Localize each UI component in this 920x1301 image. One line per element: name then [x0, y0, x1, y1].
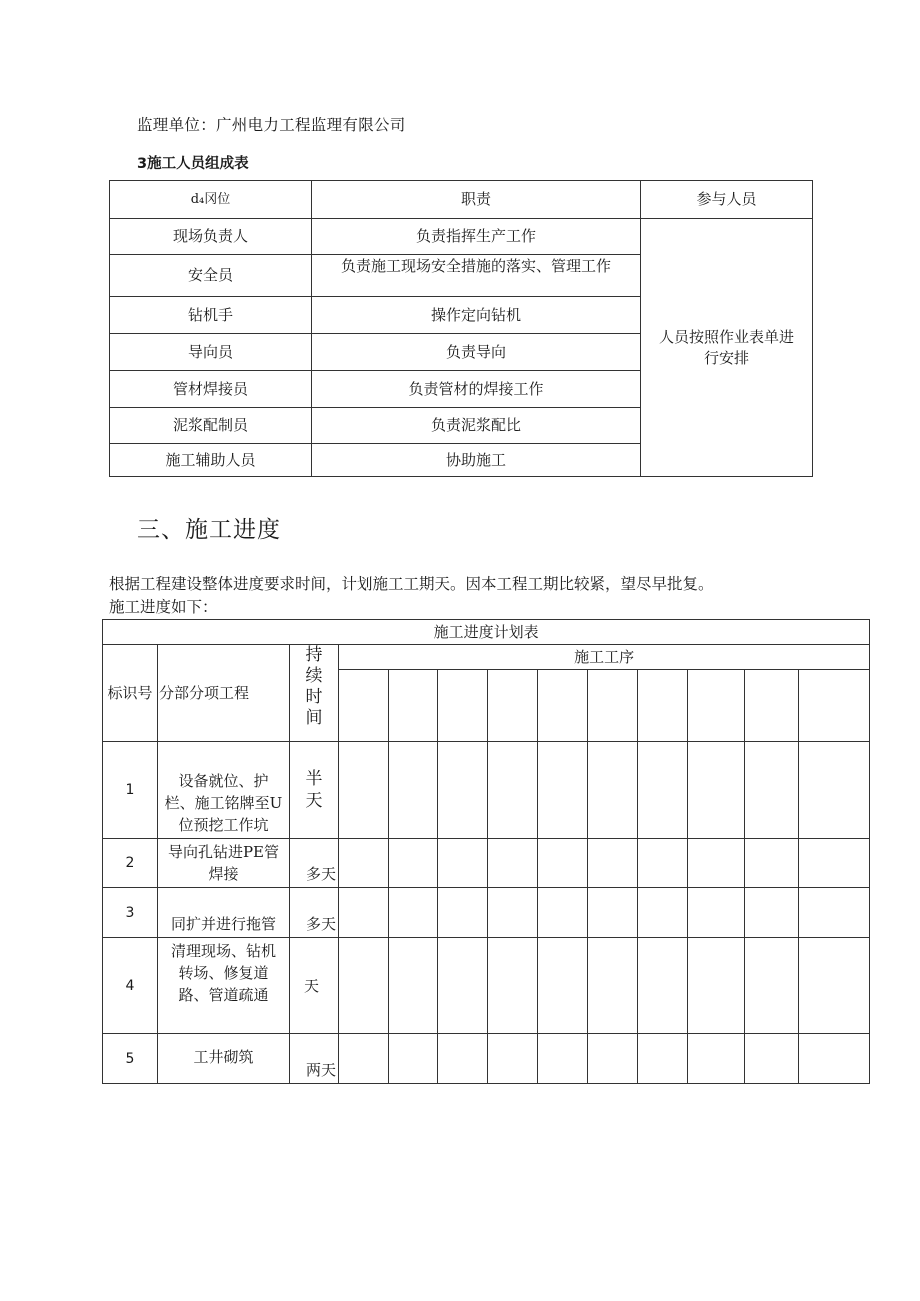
- participants-note-line2: 行安排: [703, 348, 749, 367]
- duration-cell: 多天: [290, 839, 339, 888]
- process-cell: [339, 938, 389, 1034]
- schedule-title: 施工进度计划表: [103, 620, 870, 645]
- process-cell: [339, 742, 389, 839]
- process-cell: [538, 938, 588, 1034]
- process-cell: [488, 1034, 538, 1084]
- process-cell: [438, 938, 488, 1034]
- process-cell: [389, 742, 438, 839]
- header-id: 标识号: [103, 645, 158, 742]
- process-cell: [538, 670, 588, 742]
- paragraph-line1: 根据工程建设整体进度要求时间，计划施工工期天。因本工程工期比较紧，望尽早批复。: [109, 575, 714, 593]
- process-cell: [688, 742, 745, 839]
- process-cell: [799, 742, 870, 839]
- header-duration: [290, 645, 339, 742]
- duration-char: 间: [305, 708, 323, 728]
- participants-note-line1: 人员按照作业表单进: [658, 327, 794, 346]
- schedule-row: [103, 742, 870, 839]
- duty-cell: 负责施工现场安全措施的落实、管理工作: [312, 255, 641, 297]
- duty-cell: 负责指挥生产工作: [312, 219, 641, 255]
- item-cell: [158, 938, 290, 1034]
- process-cell: [638, 742, 688, 839]
- header-item: 分部分项工程: [158, 645, 290, 742]
- schedule-row: [103, 938, 870, 1034]
- process-cell: [688, 670, 745, 742]
- duration-line: 半: [305, 769, 323, 789]
- process-cell: [588, 670, 638, 742]
- item-cell: 工井砌筑: [158, 1034, 290, 1084]
- duration-line: 天: [305, 791, 323, 811]
- process-cell: [588, 938, 638, 1034]
- process-cell: [588, 1034, 638, 1084]
- header-duty: 职责: [312, 181, 641, 219]
- process-cell: [339, 839, 389, 888]
- staff-row: [110, 219, 813, 255]
- position-cell: 现场负责人: [110, 219, 312, 255]
- item-line: 位预挖工作坑: [178, 816, 269, 834]
- process-cell: [488, 938, 538, 1034]
- position-cell: 钻机手: [110, 297, 312, 334]
- schedule-row: [103, 839, 870, 888]
- duty-cell: 负责导向: [312, 334, 641, 371]
- schedule-header-row: [103, 645, 870, 670]
- item-line: 栏、施工铭牌至U: [164, 794, 283, 812]
- process-cell: [688, 1034, 745, 1084]
- id-cell: 5: [103, 1034, 158, 1084]
- schedule-row: [103, 1034, 870, 1084]
- section-heading: 三、施工进度: [137, 517, 281, 543]
- process-cell: [688, 839, 745, 888]
- process-cell: [339, 670, 389, 742]
- process-cell: [745, 1034, 799, 1084]
- process-cell: [588, 839, 638, 888]
- position-cell: 施工辅助人员: [110, 444, 312, 477]
- process-cell: [438, 1034, 488, 1084]
- process-cell: [488, 670, 538, 742]
- process-cell: [389, 888, 438, 938]
- id-cell: 4: [103, 938, 158, 1034]
- item-cell: [158, 839, 290, 888]
- process-cell: [488, 839, 538, 888]
- process-cell: [538, 742, 588, 839]
- item-line: 转场、修复道: [178, 964, 269, 982]
- staff-header-row: [110, 181, 813, 219]
- process-cell: [588, 888, 638, 938]
- item-line: 设备就位、护: [178, 772, 269, 790]
- item-line: 路、管道疏通: [178, 986, 269, 1004]
- process-cell: [688, 938, 745, 1034]
- process-cell: [538, 1034, 588, 1084]
- position-cell: 泥浆配制员: [110, 408, 312, 444]
- schedule-row: [103, 888, 870, 938]
- process-cell: [638, 1034, 688, 1084]
- duration-cell: [290, 742, 339, 839]
- id-cell: 3: [103, 888, 158, 938]
- participants-cell: [641, 219, 813, 477]
- schedule-table: [102, 619, 870, 1084]
- process-cell: [438, 839, 488, 888]
- process-cell: [799, 670, 870, 742]
- paragraph-line2: 施工进度如下：: [109, 598, 218, 616]
- process-cell: [339, 1034, 389, 1084]
- process-cell: [799, 1034, 870, 1084]
- schedule-paragraph: [109, 573, 714, 619]
- process-cell: [488, 888, 538, 938]
- process-cell: [745, 742, 799, 839]
- process-cell: [799, 839, 870, 888]
- process-cell: [799, 888, 870, 938]
- process-cell: [638, 670, 688, 742]
- supervisor-line: 监理单位：广州电力工程监理有限公司: [137, 116, 406, 134]
- schedule-title-row: [103, 620, 870, 645]
- process-cell: [438, 742, 488, 839]
- duty-cell: 操作定向钻机: [312, 297, 641, 334]
- duty-cell: 负责泥浆配比: [312, 408, 641, 444]
- id-cell: 2: [103, 839, 158, 888]
- position-cell: 安全员: [110, 255, 312, 297]
- process-cell: [389, 938, 438, 1034]
- process-cell: [538, 888, 588, 938]
- id-cell: 1: [103, 742, 158, 839]
- item-line: 导向孔钻进PE管: [167, 843, 280, 861]
- process-cell: [638, 888, 688, 938]
- process-cell: [488, 742, 538, 839]
- duration-cell: 多天: [290, 888, 339, 938]
- process-cell: [688, 888, 745, 938]
- process-cell: [389, 839, 438, 888]
- process-cell: [438, 888, 488, 938]
- item-line: 清理现场、钻机: [170, 942, 276, 960]
- item-cell: 同扩并进行拖管: [158, 888, 290, 938]
- process-cell: [799, 938, 870, 1034]
- duration-char: 持: [305, 645, 323, 665]
- process-cell: [389, 1034, 438, 1084]
- process-cell: [745, 839, 799, 888]
- header-process: 施工工序: [339, 645, 870, 670]
- duration-cell: 天: [290, 938, 339, 1034]
- duration-char: 续: [305, 666, 323, 686]
- process-cell: [638, 938, 688, 1034]
- item-line: 焊接: [208, 865, 239, 883]
- process-cell: [638, 839, 688, 888]
- duration-cell: 两天: [290, 1034, 339, 1084]
- duty-cell: 负责管材的焊接工作: [312, 371, 641, 408]
- item-cell: [158, 742, 290, 839]
- header-participants: 参与人员: [641, 181, 813, 219]
- position-cell: 管材焊接员: [110, 371, 312, 408]
- staff-table-title: 3施工人员组成表: [137, 156, 249, 172]
- process-cell: [339, 888, 389, 938]
- process-cell: [438, 670, 488, 742]
- process-cell: [745, 888, 799, 938]
- process-cell: [745, 670, 799, 742]
- process-cell: [588, 742, 638, 839]
- process-cell: [745, 938, 799, 1034]
- staff-table: [109, 180, 813, 477]
- header-position: ⅾ₄冈位: [110, 181, 312, 219]
- duty-cell: 协助施工: [312, 444, 641, 477]
- process-cell: [389, 670, 438, 742]
- position-cell: 导向员: [110, 334, 312, 371]
- duration-char: 时: [305, 687, 323, 707]
- process-cell: [538, 839, 588, 888]
